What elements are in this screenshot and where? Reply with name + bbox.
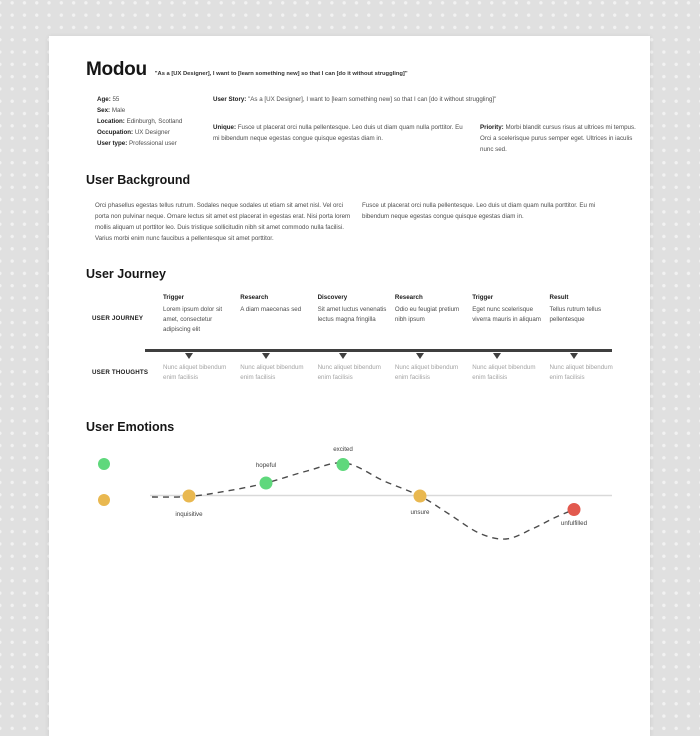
- user-story: User Story: "As a [UX Designer], I want to [learn something new] so that I can [do it without struggling]": [213, 96, 497, 103]
- thought-text: Nunc aliquet bibendum enim facilisis: [549, 364, 613, 381]
- emotion-scale-dot-neutral: [98, 494, 110, 506]
- emotion-point-unsure: [414, 490, 427, 503]
- stage-journey-text: Eget nunc scelerisque viverra mauris in aliquam: [472, 306, 541, 323]
- priority-note: Priority: Morbi blandit cursus risus at ultrices mi tempus. Orci a scelerisque purus semper eget. Ultrices in iaculis nunc sed.: [480, 124, 636, 153]
- thought-text: Nunc aliquet bibendum enim facilisis: [240, 364, 304, 381]
- stage-journey-text: Lorem ipsum dolor sit amet, consectetur adipiscing elit: [163, 306, 223, 333]
- stage-title: Trigger: [472, 294, 494, 301]
- thought-text: Nunc aliquet bibendum enim facilisis: [472, 364, 536, 381]
- thought-text: Nunc aliquet bibendum enim facilisis: [317, 364, 381, 381]
- user-emotions-heading: User Emotions: [86, 420, 175, 434]
- persona-subtitle: "As a [UX Designer], I want to [learn something new] so that I can [do it without struggling]": [154, 71, 408, 77]
- emotion-point-hopeful: [260, 477, 273, 490]
- emotions-chart: [49, 36, 650, 736]
- profile-field-sex: Sex: Male: [97, 107, 126, 114]
- user-journey-heading: User Journey: [86, 267, 166, 281]
- stage-journey-text: Tellus rutrum tellus pellentesque: [549, 306, 602, 323]
- stage-journey-text: Sit amet luctus venenatis lectus magna fringilla: [317, 306, 387, 323]
- persona-title: Modou: [86, 59, 147, 80]
- thought-text: Nunc aliquet bibendum enim facilisis: [163, 364, 227, 381]
- user-thoughts-row-label: USER THOUGHTS: [92, 369, 149, 376]
- emotion-point-label: hopeful: [255, 462, 277, 469]
- emotion-point-label: inquisitive: [175, 511, 203, 518]
- profile-field-usertype: User type: Professional user: [97, 140, 177, 147]
- background-paragraph-1: Orci phasellus egestas tellus rutrum. Sodales neque sodales ut etiam sit amet nisl. Vel orci porta non pulvinar neque. Ornare lectus sit amet est placerat in egestas erat. Nisi porta lorem mollis aliquam ut porttitor leo. Duis tristique sollicitudin nibh sit amet commodo nulla facilisi. Varius morbi enim nunc faucibus a pellentesque sit amet porttitor.: [95, 202, 351, 242]
- emotion-point-label: unfulfilled: [560, 520, 588, 527]
- emotion-point-label: unsure: [410, 509, 430, 516]
- profile-field-age: Age: 55: [97, 96, 120, 103]
- background-paragraph-2: Fusce ut placerat orci nulla pellentesque. Leo duis ut diam quam nulla porttitor. Eu mi bibendum neque egestas congue quisque egestas diam in.: [362, 202, 596, 220]
- thought-text: Nunc aliquet bibendum enim facilisis: [394, 364, 459, 381]
- stage-title: Discovery: [317, 294, 348, 301]
- unique-note: Unique: Fusce ut placerat orci nulla pellentesque. Leo duis ut diam quam nulla porttitor. Eu mi bibendum neque egestas congue quisque egestas diam in.: [213, 124, 463, 142]
- stage-title: Trigger: [163, 294, 184, 301]
- user-journey-row-label: USER JOURNEY: [92, 315, 144, 322]
- user-background-heading: User Background: [86, 173, 191, 187]
- emotion-curve: [152, 463, 574, 539]
- emotion-point-excited: [337, 458, 350, 471]
- stage-journey-text: Odio eu feugiat pretium nibh ipsum: [394, 306, 460, 323]
- stage-title: Result: [549, 294, 569, 301]
- stage-title: Research: [394, 294, 423, 301]
- stage-title: Research: [240, 294, 269, 301]
- profile-field-occupation: Occupation: UX Designer: [97, 129, 170, 136]
- profile-field-location: Location: Edinburgh, Scotland: [97, 118, 183, 125]
- emotion-point-inquisitive: [183, 490, 196, 503]
- emotion-point-label: excited: [333, 446, 353, 453]
- emotion-scale-dot-positive: [98, 458, 110, 470]
- stage-journey-text: A diam maecenas sed: [240, 306, 302, 313]
- emotion-point-unfulfilled: [568, 503, 581, 516]
- persona-page: [49, 36, 650, 736]
